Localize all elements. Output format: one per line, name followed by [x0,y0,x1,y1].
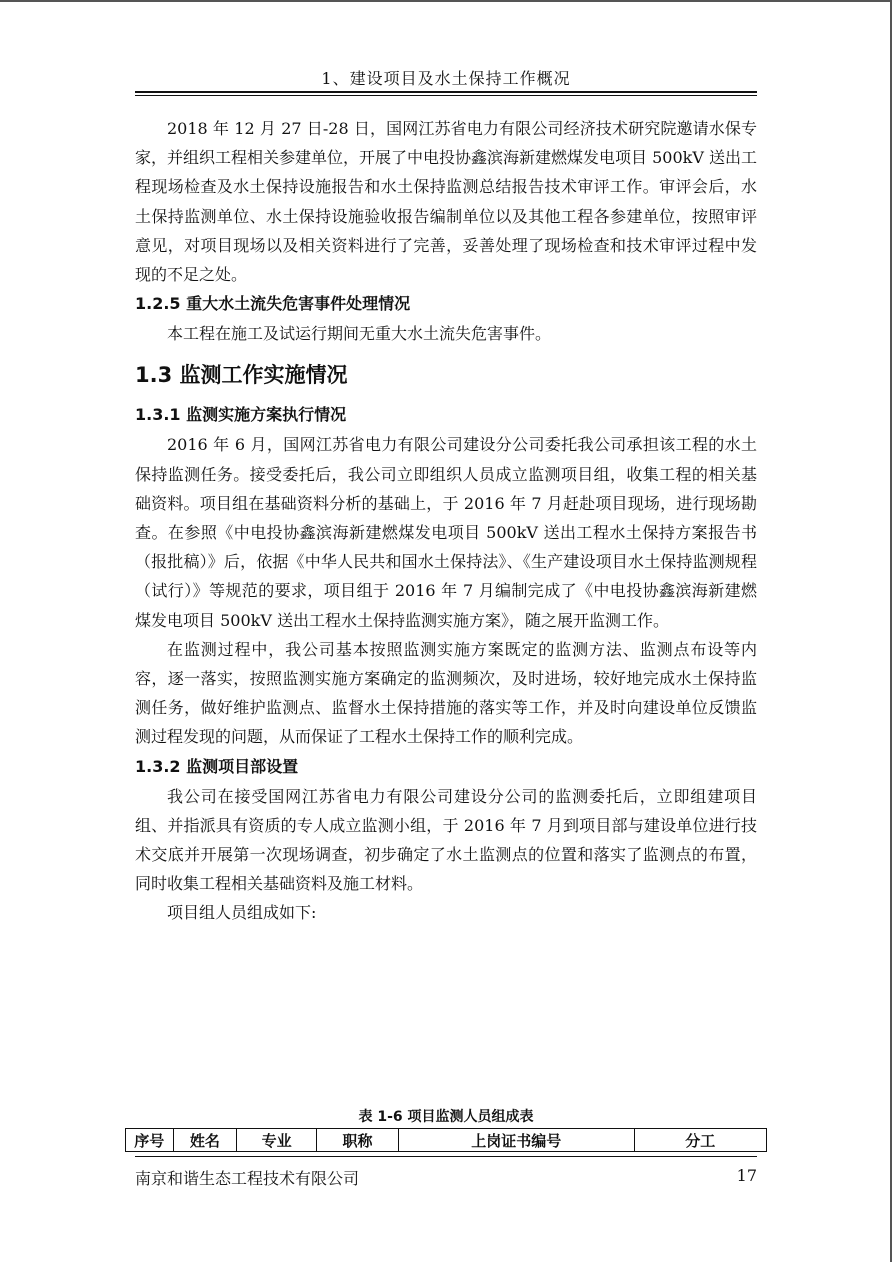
footer-rule [135,1156,757,1157]
heading-1-3: 1.3 监测工作实施情况 [135,363,348,388]
col-header-certificate: 上岗证书编号 [398,1129,634,1152]
heading-1-3-2: 1.3.2 监测项目部设置 [135,756,299,776]
paragraph-team-intro: 项目组人员组成如下: [167,903,317,923]
heading-1-2-5: 1.2.5 重大水土流失危害事件处理情况 [135,294,411,314]
paragraph-no-major-events: 本工程在施工及试运行期间无重大水土流失危害事件。 [167,324,552,344]
col-header-title: 职称 [317,1129,399,1152]
col-header-major: 专业 [237,1129,317,1152]
paragraph-project-department: 我公司在接受国网江苏省电力有限公司建设分公司的监测委托后，立即组建项目组、并指派具有资质的专人成立监测小组，于 2016 年 7 月到项目部与建设单位进行技术交底并开展第一次现场调查，初步确定了水土监测点的位置和落实了监测点的布置，同时收集工程相关基础资料及施工材料。 [135,786,757,894]
table-header-row [126,1129,767,1152]
footer-company: 南京和谐生态工程技术有限公司 [135,1169,360,1188]
paragraph-plan-execution: 2016 年 6 月，国网江苏省电力有限公司建设分公司委托我公司承担该工程的水土保持监测任务。接受委托后，我公司立即组织人员成立监测项目组，收集工程的相关基础资料。项目组在基础资料分析的基础上，于 2016 年 7 月赶赴项目现场，进行现场勘查。在参照《中电投协鑫滨海新建燃煤发电项目 500kV 送出工程水土保持方案报告书（报批稿）》后，依据《中华人民共和国水土保持法》、《生产建设项目水土保持监测规程（试行）》等规范的要求，项目组于 2016 年 7 月编制完成了《中电投协鑫滨海新建燃煤发电项目 500kV 送出工程水土保持监测实施方案》，随之展开监测工作。 [135,435,757,630]
page-border-top [0,0,892,2]
col-header-name: 姓名 [173,1129,237,1152]
header-rule [135,91,757,93]
page-header-title: 1、建设项目及水土保持工作概况 [321,69,571,88]
header-rule-thin [135,95,757,96]
table-caption: 表 1-6 项目监测人员组成表 [358,1109,534,1125]
paragraph-monitoring-process: 在监测过程中，我公司基本按照监测实施方案既定的监测方法、监测点布设等内容，逐一落实，按照监测实施方案确定的监测频次，及时进场，较好地完成水土保持监测任务，做好维护监测点、监督水土保持措施的落实等工作，并及时向建设单位反馈监测过程发现的问题，从而保证了工程水土保持工作的顺利完成。 [135,639,757,747]
document-body [135,114,757,927]
col-header-number: 序号 [126,1129,174,1152]
heading-1-3-1: 1.3.1 监测实施方案执行情况 [135,405,347,425]
personnel-table [125,1128,767,1152]
page-number: 17 [736,1166,757,1185]
col-header-role: 分工 [634,1129,766,1152]
paragraph-technical-review: 2018 年 12 月 27 日-28 日，国网江苏省电力有限公司经济技术研究院邀请水保专家，并组织工程相关参建单位，开展了中电投协鑫滨海新建燃煤发电项目 500kV 送出工程现场检查及水土保持设施报告和水土保持监测总结报告技术审评工作。审评会后，水土保持监测单位、水土保持设施验收报告编制单位以及其他工程各参建单位，按照审评意见，对项目现场以及相关资料进行了完善，妥善处理了现场检查和技术审评过程中发现的不足之处。 [135,119,757,285]
